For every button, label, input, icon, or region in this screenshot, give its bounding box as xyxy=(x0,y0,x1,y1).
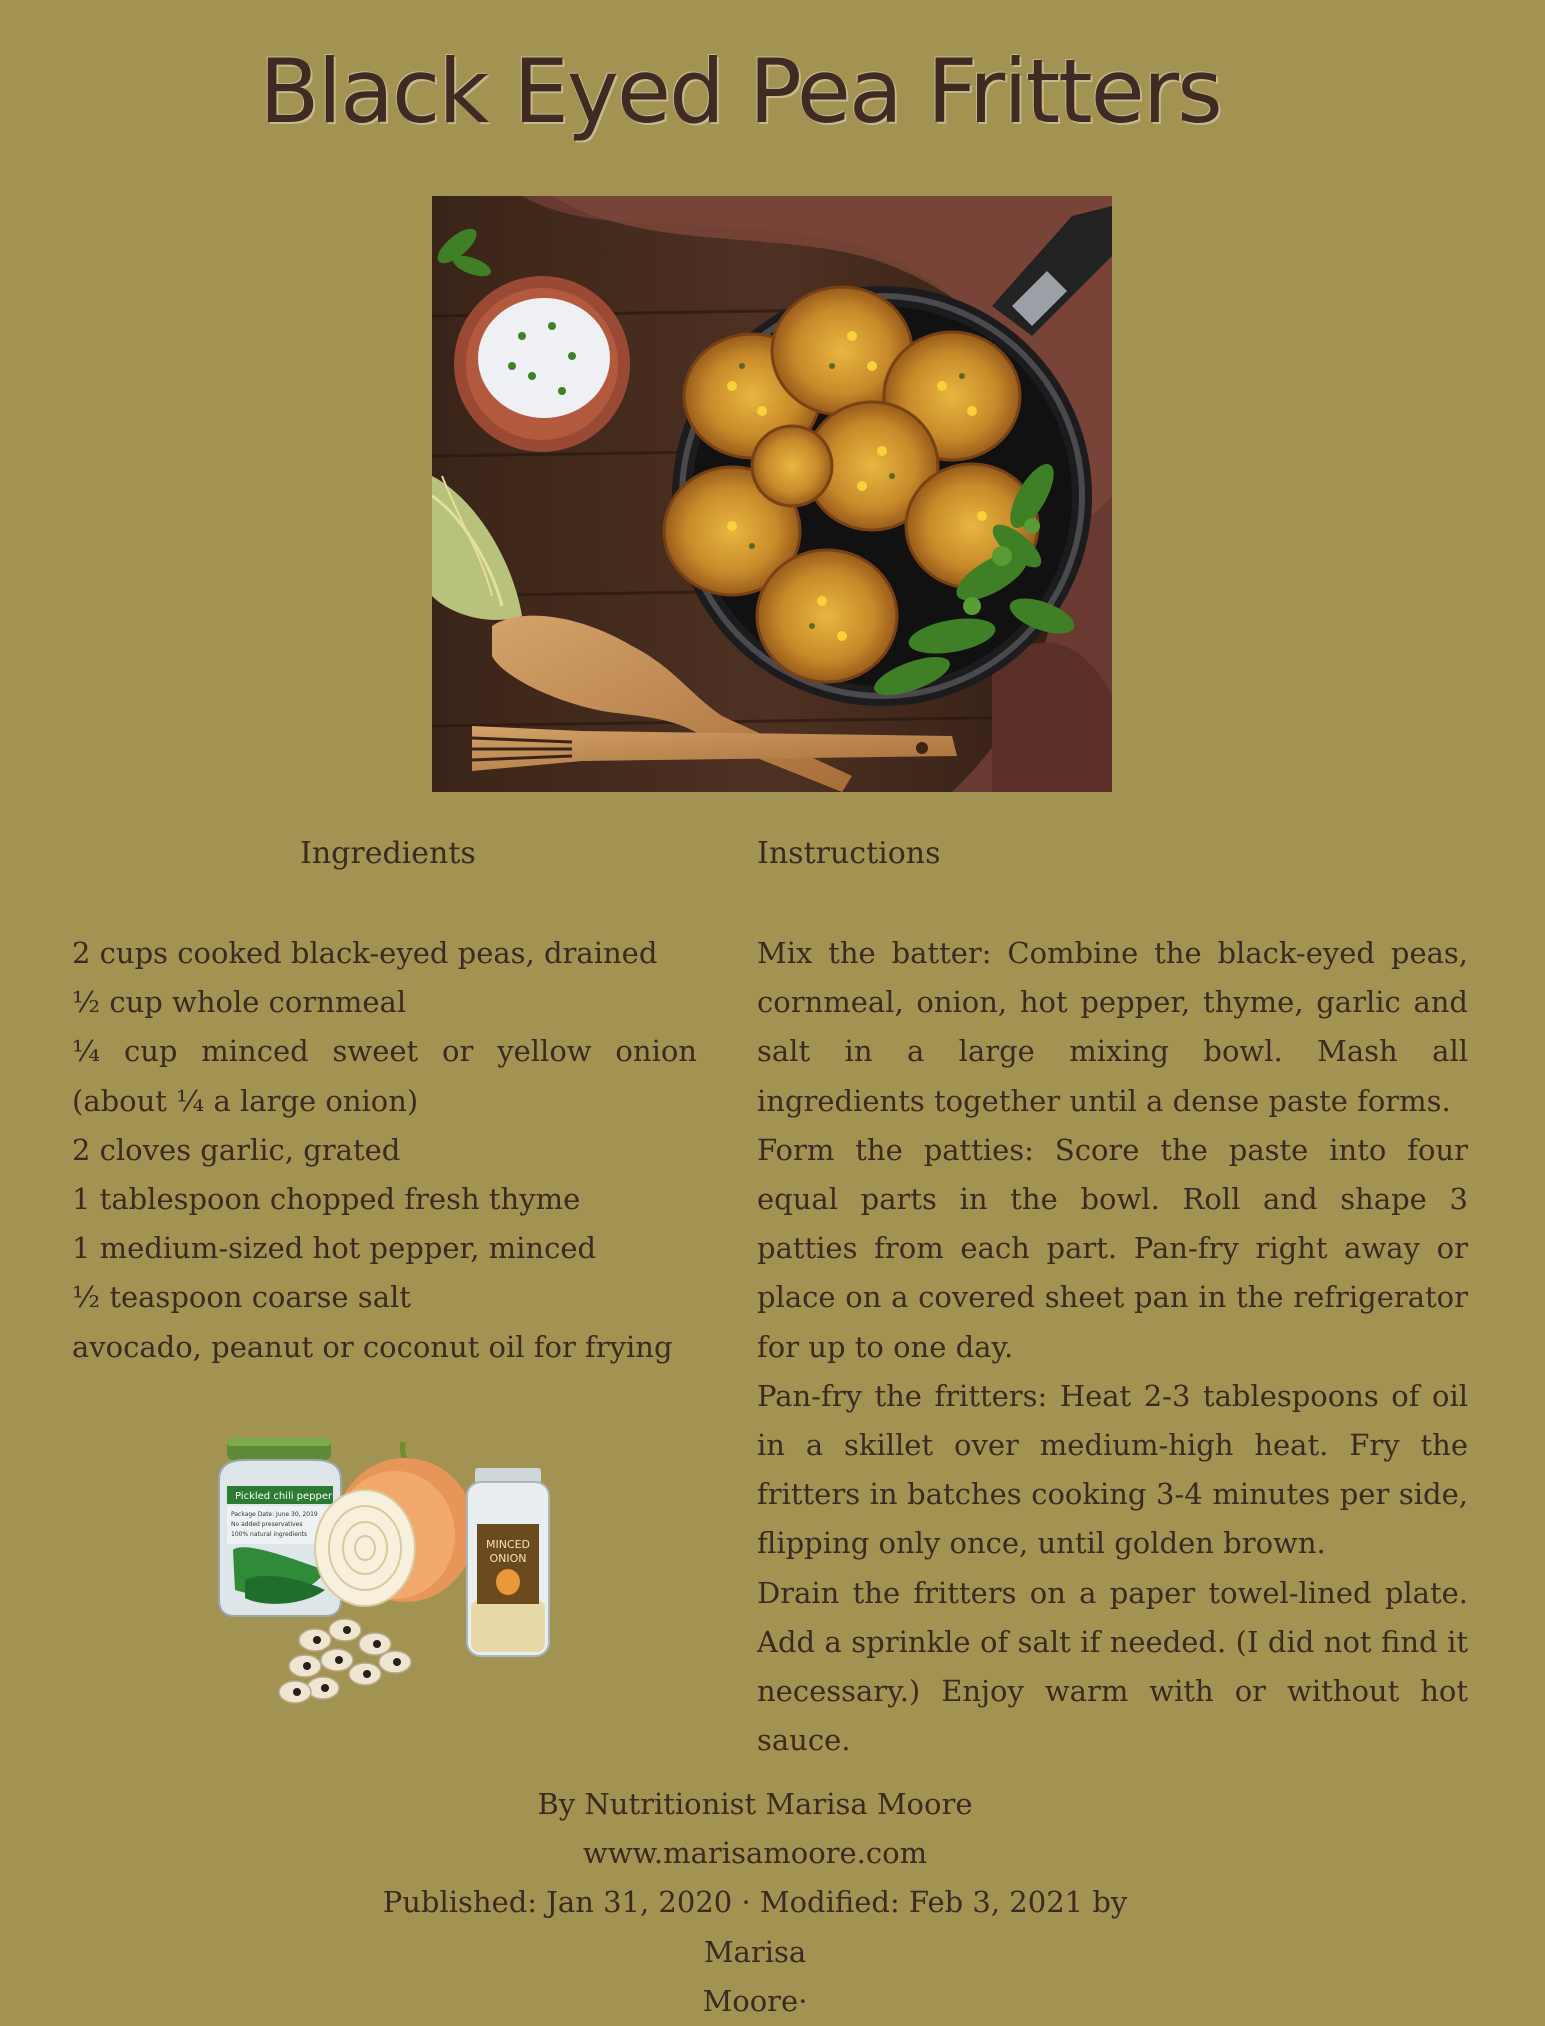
ingredient-item: 1 medium-sized hot pepper, minced xyxy=(72,1231,597,1266)
ingredient-item: 2 cups cooked black-eyed peas, drained xyxy=(72,936,658,970)
ingredients-clipart xyxy=(205,1430,575,1710)
svg-text:Pickled chili pepper: Pickled chili pepper xyxy=(235,1491,333,1502)
ingredient-item: 1 tablespoon chopped fresh thyme xyxy=(72,1182,581,1217)
instruction-step: Pan-fry the fritters: Heat 2-3 tablespoons of oil in a skillet over medium-high heat. Fry the fritters in batches cooking 3-4 minutes per side, flipping only once, until golden brown. xyxy=(757,1378,1468,1561)
instruction-step: Mix the batter: Combine the black-eyed peas, cornmeal, onion, hot pepper, thyme, garlic and salt in a large mixing bowl. Mash all ingredients together until a dense paste forms. xyxy=(757,936,1468,1118)
svg-text:100% natural ingredients: 100% natural ingredients xyxy=(231,1531,308,1538)
black-eyed-peas-icon xyxy=(279,1619,411,1703)
published-line-cont: Moore· xyxy=(702,1983,808,2018)
svg-text:Package Date: June 30, 2019: Package Date: June 30, 2019 xyxy=(231,1511,318,1518)
instruction-step: Form the patties: Score the paste into four equal parts in the bowl. Roll and shape 3 patties from each part. Pan-fry right away or place on a covered sheet pan in the refrigerator for up to one day. xyxy=(757,1132,1468,1364)
onion-icon xyxy=(315,1442,475,1606)
svg-text:MINCED: MINCED xyxy=(485,1538,531,1551)
recipe-footer xyxy=(330,1780,1180,2026)
instructions-heading: Instructions xyxy=(757,836,941,871)
fritters-photo xyxy=(432,196,1112,792)
ingredient-item: ½ cup whole cornmeal xyxy=(72,985,407,1020)
ingredient-item: 2 cloves garlic, grated xyxy=(72,1132,401,1167)
ingredients-list xyxy=(72,929,697,1372)
ingredient-item: ½ teaspoon coarse salt xyxy=(72,1280,411,1315)
svg-text:No added preservatives: No added preservatives xyxy=(231,1521,303,1528)
ingredients-heading: Ingredients xyxy=(300,836,476,871)
minced-onion-shaker-icon xyxy=(467,1468,549,1656)
published-line: Published: Jan 31, 2020 · Modified: Feb 3, 2021 by Marisa xyxy=(382,1885,1128,1969)
ingredient-item: ¼ cup minced sweet or yellow onion (about ¼ a large onion) xyxy=(72,1034,697,1118)
recipe-title: Black Eyed Pea Fritters xyxy=(259,40,1221,143)
author-line: By Nutritionist Marisa Moore xyxy=(537,1787,973,1821)
website-link[interactable]: www.marisamoore.com xyxy=(582,1836,928,1871)
instructions-body xyxy=(757,929,1468,1765)
ingredient-item: avocado, peanut or coconut oil for frying xyxy=(72,1329,673,1364)
instruction-step: Drain the fritters on a paper towel-lined plate. Add a sprinkle of salt if needed. (I did not find it necessary.) Enjoy warm with or without hot sauce. xyxy=(757,1575,1468,1758)
svg-text:ONION: ONION xyxy=(489,1552,527,1565)
